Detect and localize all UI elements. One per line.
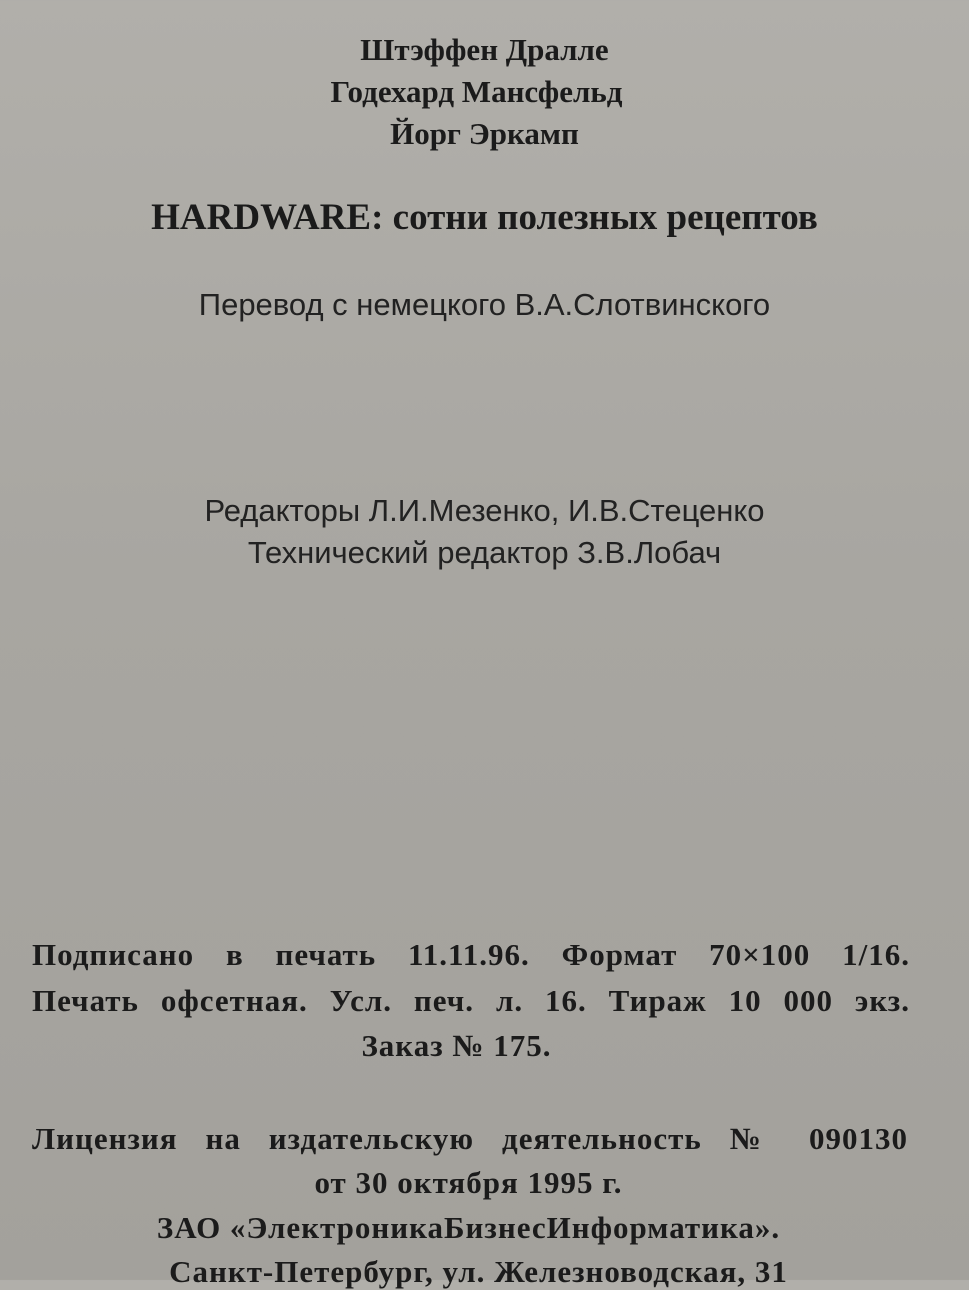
- author-1: Штэффен Дралле: [360, 32, 609, 67]
- book-title: HARDWARE: сотни полезных рецептов: [151, 197, 818, 238]
- license-line-1: Лицензия на издательскую деятельность № 090130: [32, 1121, 908, 1156]
- license-line-2: от 30 октября 1995 г.: [314, 1165, 623, 1200]
- license-line-4: Санкт-Петербург, ул. Железноводская, 31: [169, 1254, 788, 1289]
- imprint-line-3: Заказ № 175.: [361, 1028, 552, 1063]
- translation-credit: Перевод с немецкого В.А.Слотвинского: [198, 287, 771, 322]
- tech-editor-credit: Технический редактор З.В.Лобач: [247, 535, 722, 570]
- author-2: Годехард Мансфельд: [330, 74, 623, 109]
- editors-credit: Редакторы Л.И.Мезенко, И.В.Стеценко: [204, 493, 765, 528]
- author-3: Йорг Эркамп: [390, 116, 579, 151]
- imprint-line-1: Подписано в печать 11.11.96. Формат 70×100 1/16.: [32, 937, 910, 972]
- license-line-3: ЗАО «ЭлектроникаБизнесИнформатика».: [156, 1210, 781, 1245]
- imprint-line-2: Печать офсетная. Усл. печ. л. 16. Тираж 10 000 экз.: [32, 983, 910, 1018]
